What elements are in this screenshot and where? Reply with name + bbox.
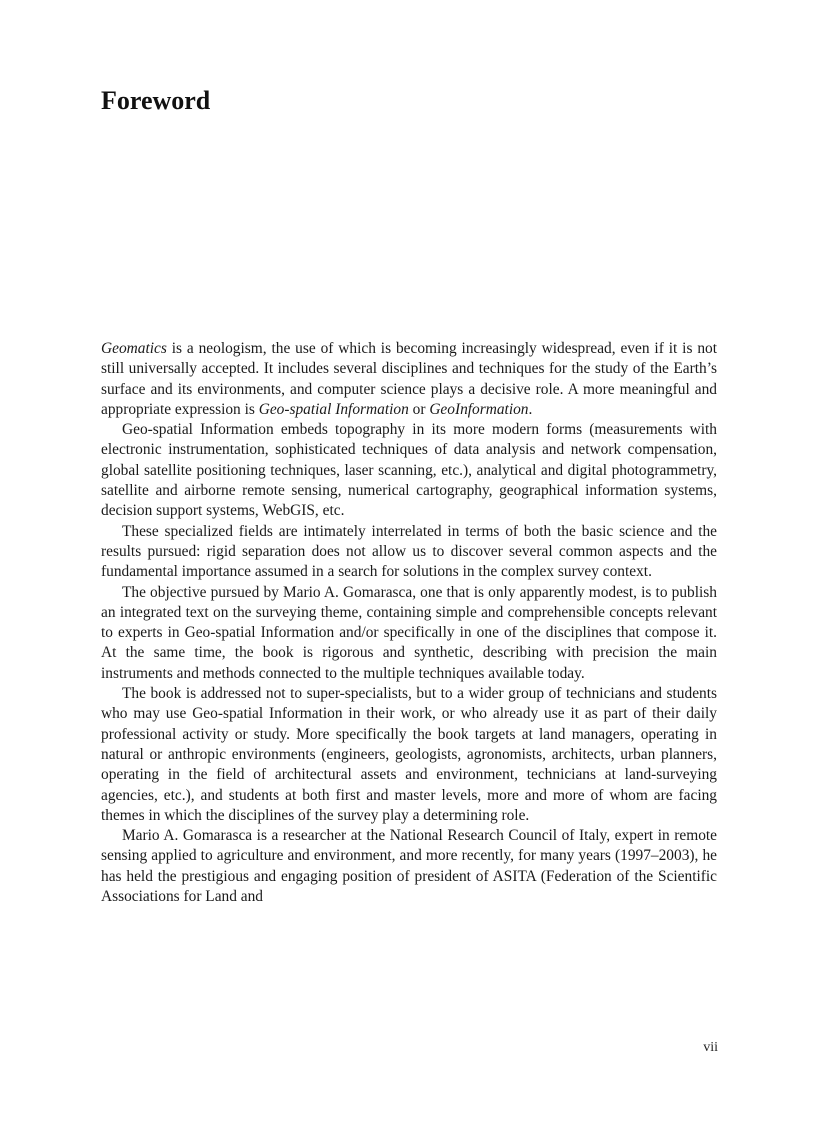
paragraph-2: Geo-spatial Information embeds topography in its more modern forms (measurements with electronic instrumentation, sophisticated techniques of data analysis and network compensation, global satellite positioning techniques, laser scanning, etc.), analytical and digital photogrammetry, satellite and airborne remote sensing, numerical cartography, geographical information systems, decision support systems, WebGIS, etc. — [101, 421, 717, 520]
page-title: Foreword — [101, 86, 211, 115]
page-number: vii — [703, 1040, 718, 1055]
term-geomatics: Geomatics — [101, 340, 167, 357]
term-geoinformation: GeoInformation — [429, 400, 529, 418]
paragraph-1 — [101, 339, 717, 420]
paragraph-4: The objective pursued by Mario A. Gomarasca, one that is only apparently modest, is to publish an integrated text on the surveying theme, containing simple and comprehensible concepts relevant to experts in Geo-spatial Information and/or specifically in one of the disciplines that compose it. At the same time, the book is rigorous and synthetic, describing with precision the main instruments and methods connected to the multiple techniques available today. — [101, 583, 717, 682]
paragraph-5: The book is addressed not to super-specialists, but to a wider group of technicians and students who may use Geo-spatial Information in their work, or who already use it as part of their daily professional activity or study. More specifically the book targets at land managers, operating in natural or anthropic environments (engineers, geologists, agronomists, architects, urban planners, operating in the field of architectural assets and environment, technicians at land-surveying agencies, etc.), and students at both first and master levels, more and more of whom are facing themes in which the disciplines of the survey play a determining role. — [101, 685, 717, 824]
term-geo-spatial-information: Geo-spatial Information — [258, 400, 409, 418]
paragraph-1-text-c: . — [528, 400, 533, 418]
body-text — [101, 339, 717, 907]
paragraph-3: These specialized fields are intimately interrelated in terms of both the basic science and the results pursued: rigid separation does not allow us to discover several common aspects and the fundamental importance assumed in a search for solutions in the complex survey context. — [101, 522, 717, 581]
paragraph-6: Mario A. Gomarasca is a researcher at the National Research Council of Italy, expert in remote sensing applied to agriculture and environment, and more recently, for many years (1997–2003), he has held the prestigious and engaging position of president of ASITA (Federation of the Scientific Associations for Land and — [101, 827, 717, 906]
paragraph-1-text-b: or — [408, 400, 430, 418]
paragraph-1-text-a: is a neologism, the use of which is becoming increasingly widespread, even if it is not still universally accepted. It includes several disciplines and techniques for the study of the Earth’s surface and its environments, and computer science plays a decisive role. A more meaningful and appropriate expression is — [101, 340, 717, 418]
